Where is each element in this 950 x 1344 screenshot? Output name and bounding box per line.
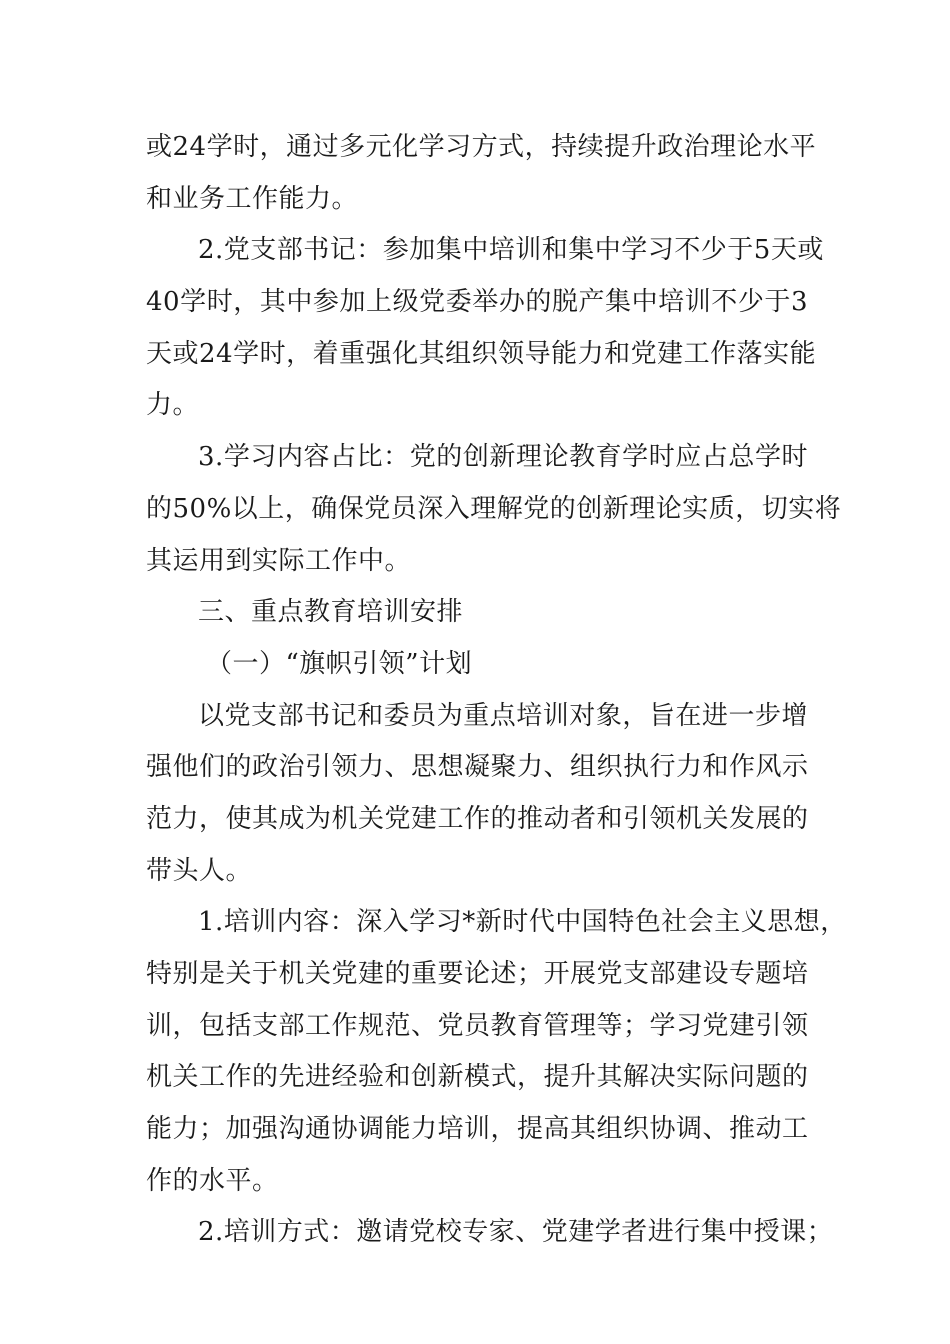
text-line: 的50%以上，确保党员深入理解党的创新理论实质，切实将 [146, 493, 842, 524]
text-line: 机关工作的先进经验和创新模式，提升其解决实际问题的 [146, 1062, 809, 1093]
text-line: 能力；加强沟通协调能力培训，提高其组织协调、推动工 [146, 1114, 809, 1145]
text-line: 范力，使其成为机关党建工作的推动者和引领机关发展的 [146, 803, 809, 834]
text-line: 40学时，其中参加上级党委举办的脱产集中培训不少于3 [146, 287, 808, 318]
text-line: 2.培训方式：邀请党校专家、党建学者进行集中授课； [198, 1217, 834, 1248]
text-line: 带头人。 [146, 855, 253, 886]
text-line: 3.学习内容占比：党的创新理论教育学时应占总学时 [198, 442, 808, 473]
text-line: （一）“旗帜引领”计划 [206, 648, 473, 679]
text-line: 力。 [146, 390, 200, 421]
text-line: 和业务工作能力。 [146, 183, 359, 214]
text-line: 1.培训内容：深入学习*新时代中国特色社会主义思想， [198, 907, 847, 938]
text-line: 2.党支部书记：参加集中培训和集中学习不少于5天或 [198, 235, 824, 266]
text-line: 其运用到实际工作中。 [146, 545, 412, 576]
text-line: 天或24学时，着重强化其组织领导能力和党建工作落实能 [146, 338, 817, 369]
text-line: 以党支部书记和委员为重点培训对象，旨在进一步增 [198, 700, 808, 731]
text-line: 作的水平。 [146, 1165, 279, 1196]
text-line: 三、重点教育培训安排 [198, 597, 464, 628]
text-line: 强他们的政治引领力、思想凝聚力、组织执行力和作风示 [146, 752, 809, 783]
text-line: 训，包括支部工作规范、党员教育管理等；学习党建引领 [146, 1010, 809, 1041]
document-page [146, 122, 847, 1259]
text-line: 或24学时，通过多元化学习方式，持续提升政治理论水平 [146, 132, 817, 162]
text-line: 特别是关于机关党建的重要论述；开展党支部建设专题培 [146, 959, 809, 989]
